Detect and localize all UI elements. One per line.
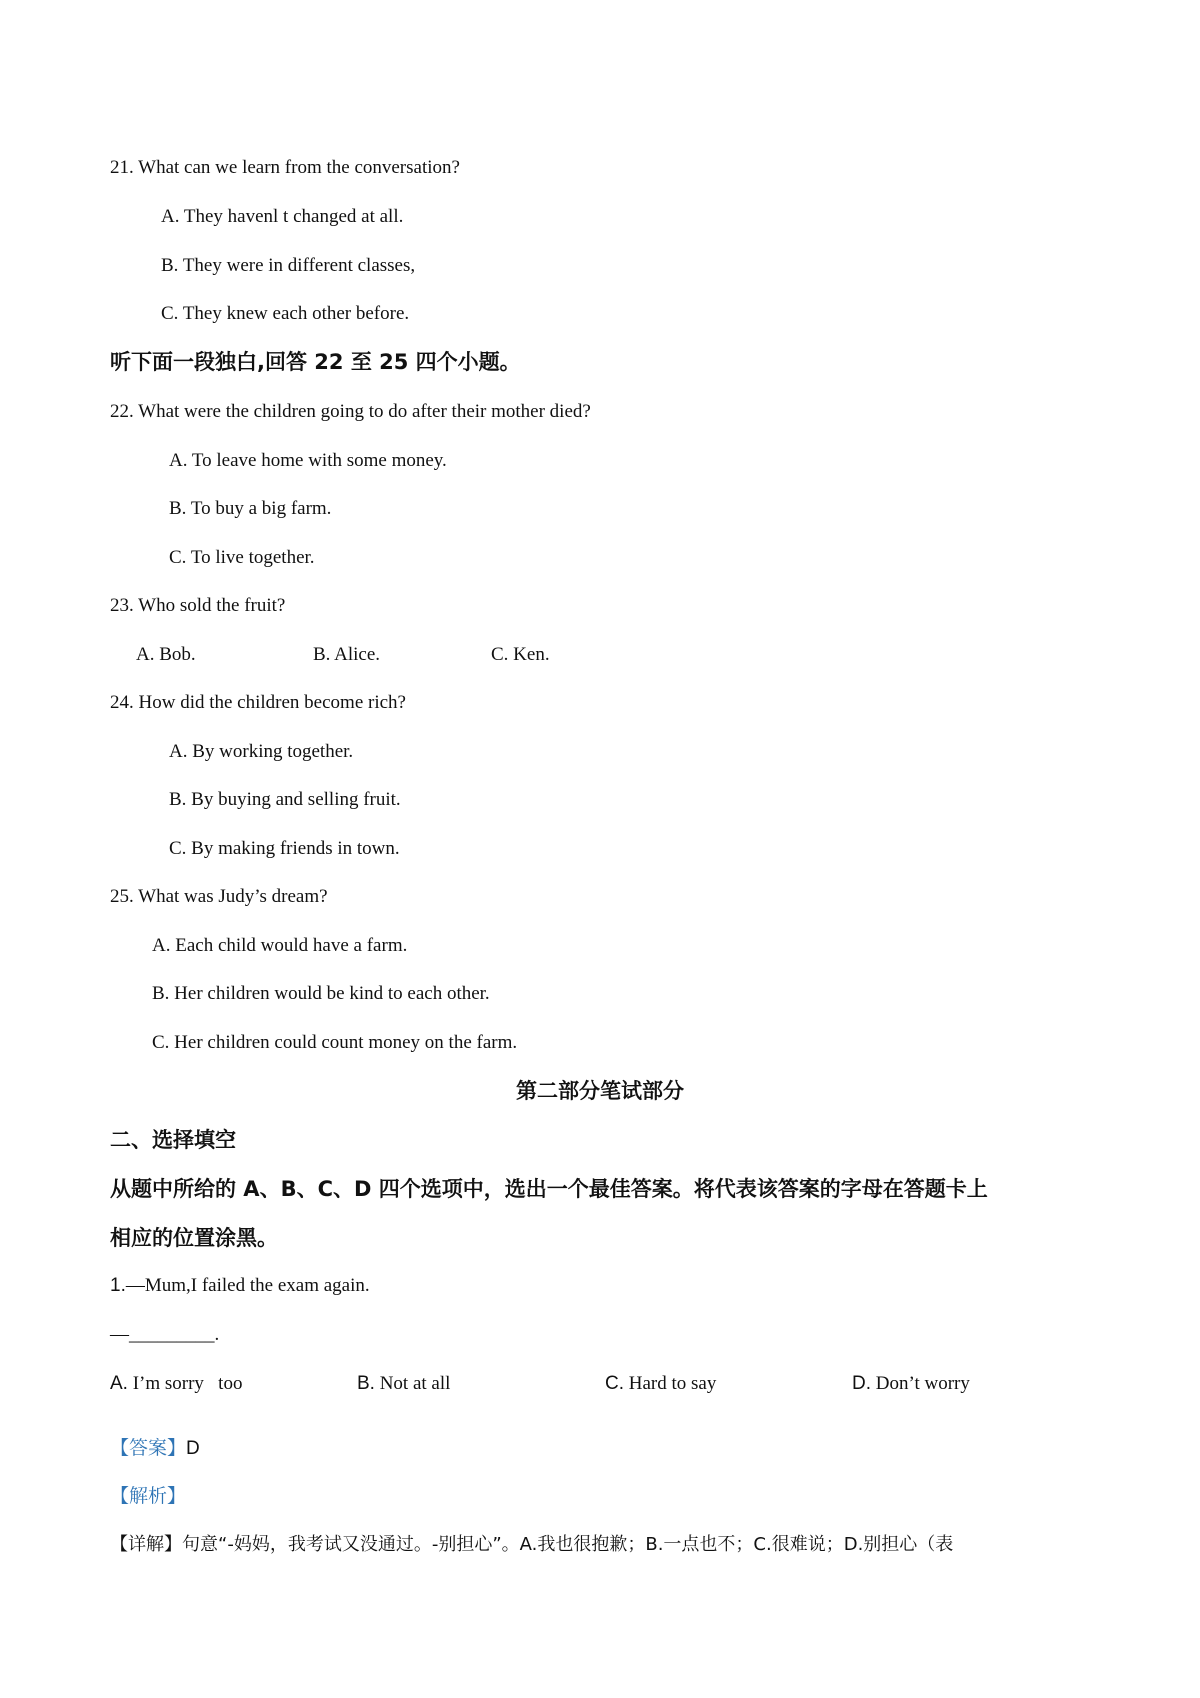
q24-option-b: B. By buying and selling fruit. (169, 789, 401, 810)
answer-label: 【答案】 (110, 1437, 187, 1459)
section-intro: 听下面一段独白,回答 22 至 25 四个小题。 (110, 350, 521, 374)
q25-option-c: C. Her children could count money on the farm. (152, 1032, 518, 1053)
mc1-question (110, 1274, 370, 1298)
mc1-option-b (357, 1372, 450, 1396)
q25-question: 25. What was Judy’s dream? (110, 886, 328, 907)
answer-value: D (186, 1438, 200, 1459)
mc1-option-a (110, 1372, 242, 1396)
mc1-number: 1. (110, 1275, 126, 1296)
section2-heading: 二、选择填空 (110, 1128, 236, 1152)
q22-option-c: C. To live together. (169, 547, 315, 568)
mc1-option-a-letter: A. (110, 1373, 128, 1394)
q25-option-a: A. Each child would have a farm. (152, 935, 408, 956)
mc1-option-c-text: Hard to say (624, 1373, 717, 1394)
q23-option-c: C. Ken. (491, 644, 550, 665)
mc1-option-a-text: I’m sorry too (127, 1373, 243, 1394)
mc1-option-d-letter: D. (852, 1373, 871, 1394)
detail-text: 句意“-妈妈，我考试又没通过。-别担心”。A.我也很抱歉；B.一点也不；C.很难说；D.别担心（表 (182, 1534, 954, 1555)
q21-question: 21. What can we learn from the conversation? (110, 157, 460, 178)
q23-question: 23. Who sold the fruit? (110, 595, 286, 616)
q22-option-b: B. To buy a big farm. (169, 498, 332, 519)
mc1-question-text: —Mum,I failed the exam again. (125, 1275, 370, 1296)
q21-option-b: B. They were in different classes, (161, 255, 416, 276)
mc1-option-d-text: Don’t worry (871, 1373, 970, 1394)
mc1-option-c (605, 1372, 716, 1396)
mc1-option-b-text: Not at all (374, 1373, 451, 1394)
q21-option-c: C. They knew each other before. (161, 303, 410, 324)
instructions-line2: 相应的位置涂黑。 (110, 1226, 278, 1250)
q25-option-b: B. Her children would be kind to each other. (152, 983, 490, 1004)
q22-option-a: A. To leave home with some money. (169, 450, 447, 471)
q23-option-a: A. Bob. (136, 644, 196, 665)
mc1-blank: —_________. (110, 1324, 220, 1345)
part2-title: 第二部分笔试部分 (516, 1079, 684, 1103)
mc1-option-c-letter: C. (605, 1373, 624, 1394)
q23-option-b: B. Alice. (313, 644, 381, 665)
instructions-line1: 从题中所给的 A、B、C、D 四个选项中，选出一个最佳答案。将代表该答案的字母在答题卡上 (110, 1177, 988, 1201)
detail-line (110, 1533, 953, 1557)
q21-option-a: A. They havenl t changed at all. (161, 206, 404, 227)
detail-label: 【详解】 (110, 1534, 182, 1555)
q24-question: 24. How did the children become rich? (110, 692, 406, 713)
answer-line (110, 1436, 200, 1461)
mc1-option-d (852, 1372, 970, 1396)
q22-question: 22. What were the children going to do after their mother died? (110, 401, 591, 422)
q24-option-a: A. By working together. (169, 741, 354, 762)
analysis-label: 【解析】 (110, 1485, 187, 1507)
mc1-option-b-letter: B. (357, 1373, 375, 1394)
q24-option-c: C. By making friends in town. (169, 838, 400, 859)
